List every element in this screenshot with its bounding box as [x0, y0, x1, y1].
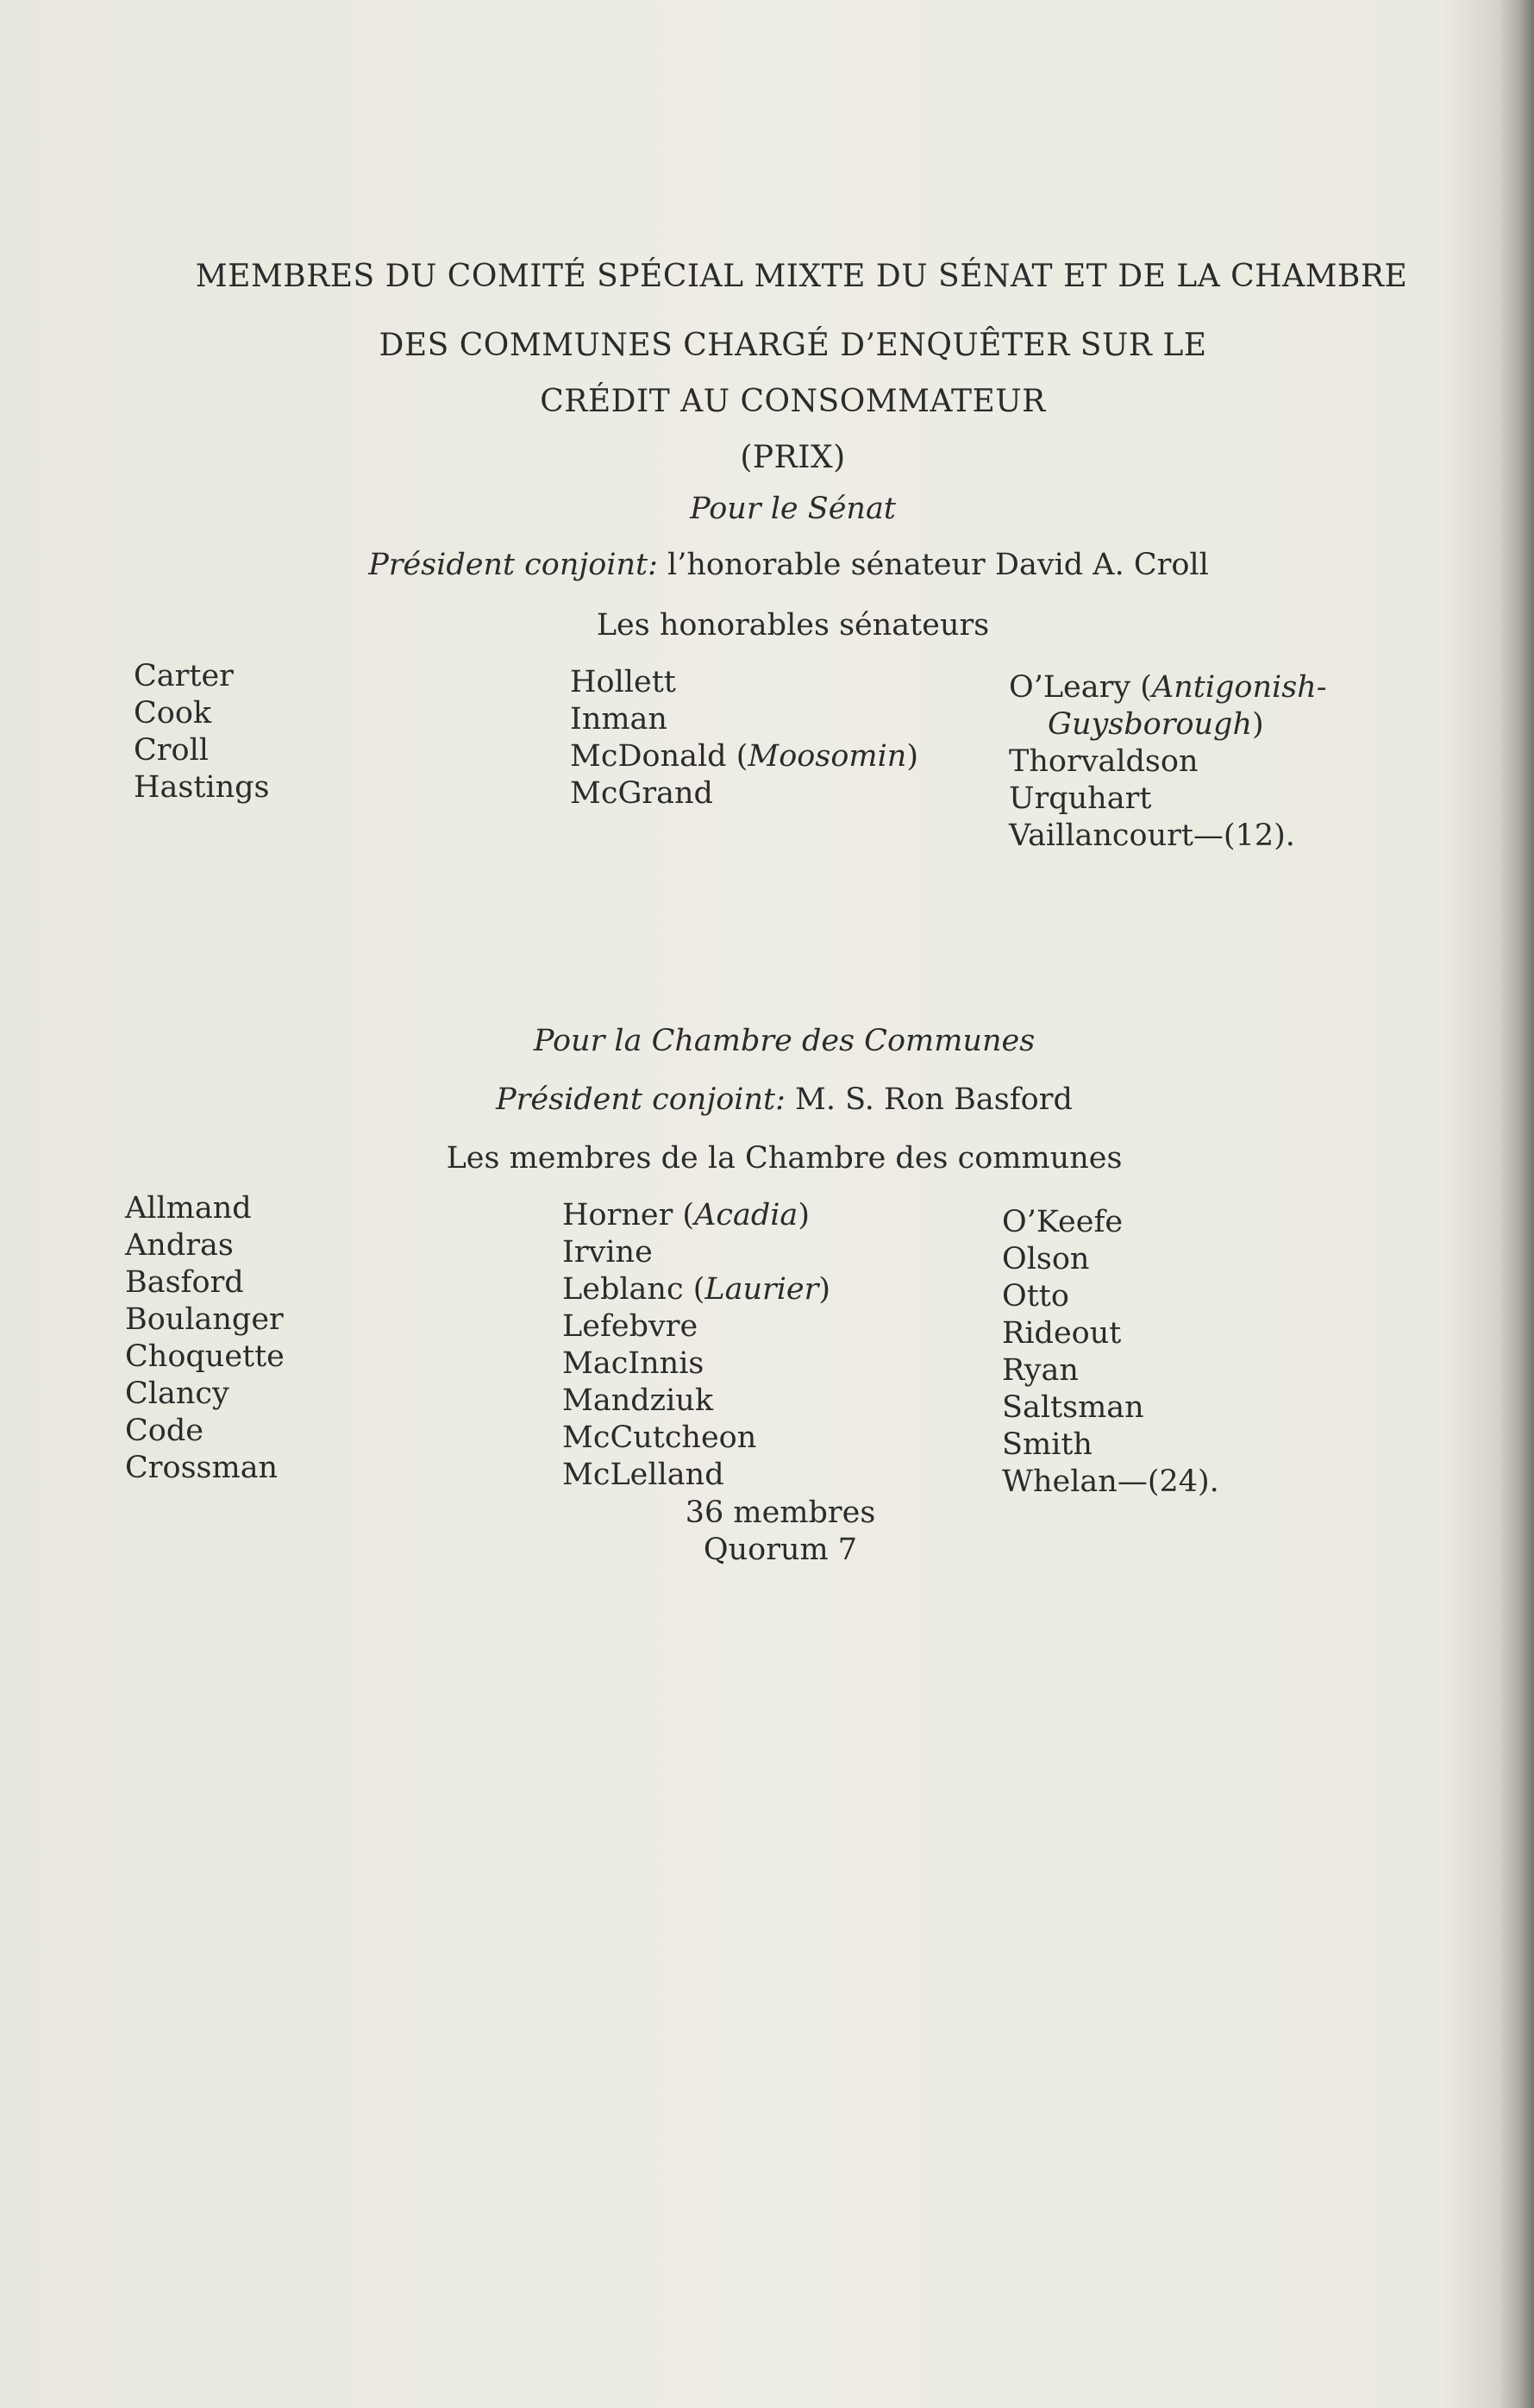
- senate-members-column-2: [570, 664, 918, 812]
- list-item: Saltsman: [1002, 1390, 1144, 1425]
- list-item: Andras: [125, 1228, 234, 1263]
- list-item: Thorvaldson: [1009, 744, 1199, 779]
- commons-totals: [638, 1495, 923, 1569]
- senate-chair-label: Président conjoint:: [368, 548, 658, 582]
- commons-heading: Pour la Chambre des Communes: [533, 1024, 1036, 1058]
- list-item: Lefebvre: [562, 1309, 698, 1344]
- list-item: Basford: [125, 1265, 244, 1300]
- list-item: Cook: [134, 696, 212, 731]
- list-item: Code: [125, 1414, 203, 1448]
- committee-title-line-2: DES COMMUNES CHARGÉ D’ENQUÊTER SUR LE: [379, 328, 1207, 363]
- list-item: Rideout: [1002, 1316, 1122, 1351]
- list-item: McLelland: [562, 1458, 724, 1492]
- commons-members-column-2: [562, 1197, 830, 1494]
- list-item: Urquhart: [1009, 781, 1152, 816]
- list-item: MacInnis: [562, 1346, 704, 1381]
- member-count: 36 membres: [685, 1496, 876, 1530]
- list-item: Whelan—(24).: [1002, 1464, 1219, 1499]
- senate-chair-name: l’honorable sénateur David A. Croll: [657, 548, 1209, 582]
- list-item: Clancy: [125, 1376, 229, 1411]
- committee-title-line-3: CRÉDIT AU CONSOMMATEUR: [540, 384, 1046, 419]
- commons-members-column-3: [1002, 1204, 1219, 1501]
- list-item: Choquette: [125, 1339, 285, 1374]
- list-item: McDonald (Moosomin): [570, 739, 918, 774]
- list-item: Leblanc (Laurier): [562, 1272, 831, 1307]
- commons-chair-line: [17, 1082, 1534, 1117]
- senate-chair-line: [22, 548, 1534, 582]
- list-item: O’Keefe: [1002, 1205, 1124, 1239]
- senate-members-column-3: [1009, 669, 1327, 855]
- list-item: Carter: [134, 659, 234, 693]
- list-item: McGrand: [570, 776, 713, 811]
- list-item: Olson: [1002, 1242, 1090, 1276]
- list-item: Crossman: [125, 1451, 279, 1485]
- senate-heading: Pour le Sénat: [690, 492, 896, 526]
- list-item: Smith: [1002, 1427, 1093, 1462]
- commons-chair-name: M. S. Ron Basford: [785, 1082, 1073, 1117]
- list-item: Allmand: [125, 1191, 252, 1226]
- list-item: Boulanger: [125, 1302, 284, 1337]
- quorum-count: Quorum 7: [703, 1533, 858, 1567]
- list-item: Ryan: [1002, 1353, 1079, 1388]
- list-item: Horner (Acadia): [562, 1198, 810, 1232]
- list-item: Croll: [134, 733, 209, 768]
- list-item: Vaillancourt—(12).: [1009, 818, 1295, 853]
- senate-members-heading: Les honorables sénateurs: [596, 608, 990, 643]
- list-item: Otto: [1002, 1279, 1069, 1314]
- commons-members-column-1: [125, 1190, 285, 1487]
- committee-title-line-4: (PRIX): [740, 440, 846, 475]
- committee-title-line-1: MEMBRES DU COMITÉ SPÉCIAL MIXTE DU SÉNAT ET DE LA CHAMBRE: [195, 259, 1408, 294]
- list-item: Hastings: [134, 770, 270, 805]
- list-item: McCutcheon: [562, 1420, 757, 1455]
- list-item: Mandziuk: [562, 1383, 714, 1418]
- list-item-continuation: Guysborough): [1048, 707, 1264, 742]
- commons-members-heading: Les membres de la Chambre des communes: [446, 1141, 1123, 1176]
- list-item: Inman: [570, 702, 667, 737]
- page-edge-shadow: [1500, 0, 1534, 2408]
- list-item: Hollett: [570, 665, 676, 699]
- senate-members-column-1: [134, 658, 270, 806]
- list-item: O’Leary (Antigonish-: [1009, 670, 1327, 705]
- list-item: Irvine: [562, 1235, 653, 1270]
- commons-chair-label: Président conjoint:: [496, 1082, 786, 1117]
